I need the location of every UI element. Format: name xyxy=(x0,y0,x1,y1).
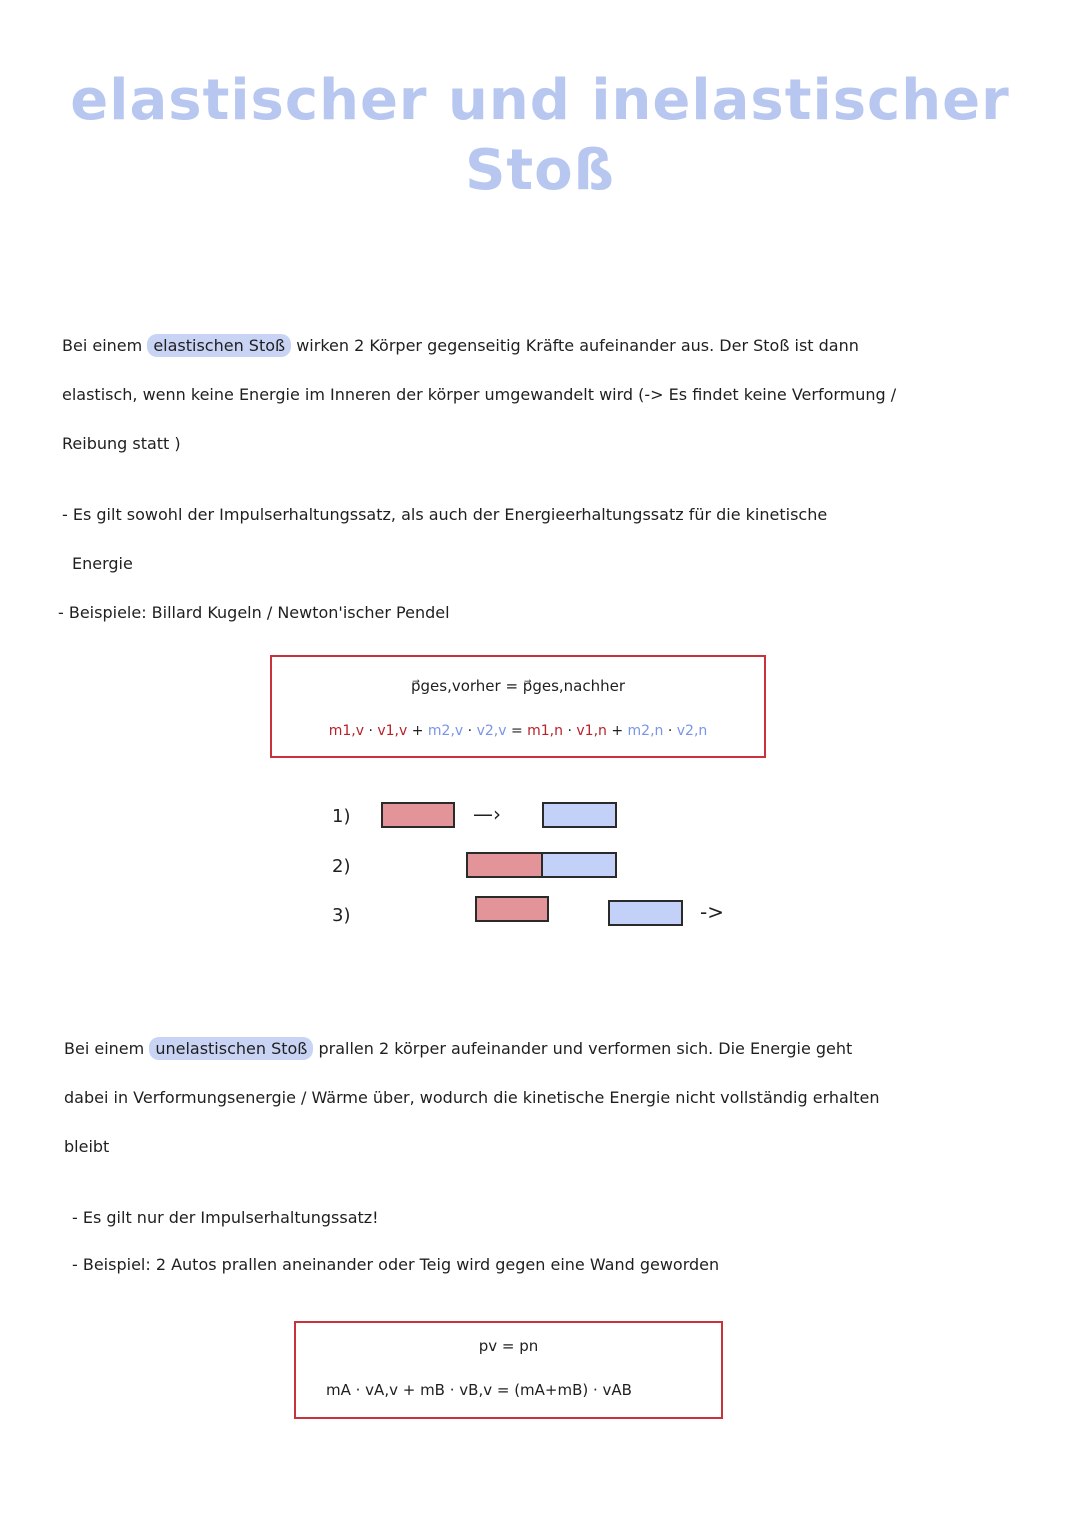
elastic-bullet2: - Beispiele: Billard Kugeln / Newton'ischer Pendel xyxy=(58,603,450,622)
step-label-3: 3) xyxy=(332,905,351,926)
elastic-paragraph-start: Bei einem xyxy=(62,336,143,355)
mass1-after: m1,n xyxy=(527,723,564,739)
plus: + xyxy=(611,723,624,739)
inelastic-paragraph-line1 xyxy=(64,1039,852,1058)
page-title-line2: Stoß xyxy=(465,138,615,203)
dot: · xyxy=(368,723,373,739)
inelastic-paragraph-line2: dabei in Verformungsenergie / Wärme über, wodurch die kinetische Energie nicht vollständig erhalten xyxy=(64,1088,880,1107)
mass1-before: m1,v xyxy=(328,723,364,739)
formula-box-elastic xyxy=(270,655,766,758)
step-label-1: 1) xyxy=(332,806,351,827)
velocity2-after: v2,n xyxy=(676,723,708,739)
inelastic-term-highlight: unelastischen Stoß xyxy=(149,1037,313,1060)
step-label-2: 2) xyxy=(332,856,351,877)
arrow-right-icon: -> xyxy=(700,900,724,924)
velocity1-before: v1,v xyxy=(377,723,408,739)
inelastic-paragraph-start: Bei einem xyxy=(64,1039,145,1058)
equals: = xyxy=(510,723,523,739)
elastic-paragraph-line1 xyxy=(62,336,859,355)
dot: · xyxy=(467,723,473,739)
elastic-bullet1-line2: Energie xyxy=(72,554,133,573)
elastic-term-highlight: elastischen Stoß xyxy=(147,334,291,357)
plus: + xyxy=(411,723,424,739)
velocity2-before: v2,v xyxy=(476,723,507,739)
inelastic-bullet1: - Es gilt nur der Impulserhaltungssatz! xyxy=(72,1208,379,1227)
velocity1-after: v1,n xyxy=(576,723,607,739)
inelastic-paragraph-rest: prallen 2 körper aufeinander und verformen sich. Die Energie geht xyxy=(318,1039,853,1058)
elastic-paragraph-rest: wirken 2 Körper gegenseitig Kräfte aufeinander aus. Der Stoß ist dann xyxy=(296,336,859,355)
page-title-line1: elastischer und inelastischer xyxy=(70,68,1010,133)
mass2-before: m2,v xyxy=(427,723,464,739)
dot: · xyxy=(567,723,572,739)
formula-inelastic-expanded: mA · vA,v + mB · vB,v = (mA+mB) · vAB xyxy=(326,1381,632,1399)
formula-momentum-conservation: p⃗ges,vorher = p⃗ges,nachher xyxy=(410,677,626,695)
dot: · xyxy=(667,723,673,739)
inelastic-paragraph-line3: bleibt xyxy=(64,1137,110,1156)
arrow-right-icon: —› xyxy=(473,802,501,826)
formula-box-inelastic xyxy=(294,1321,723,1419)
elastic-paragraph-line2: elastisch, wenn keine Energie im Inneren der körper umgewandelt wird (-> Es findet keine Verformung / xyxy=(62,385,897,404)
elastic-paragraph-line3: Reibung statt ) xyxy=(62,434,181,453)
inelastic-bullet2: - Beispiel: 2 Autos prallen aneinander oder Teig wird gegen eine Wand geworden xyxy=(72,1255,720,1274)
red-body-step1 xyxy=(381,802,455,828)
elastic-bullet1-line1: - Es gilt sowohl der Impulserhaltungssatz, als auch der Energieerhaltungssatz für die kinetische xyxy=(62,505,828,524)
red-body-step2 xyxy=(466,852,543,878)
mass2-after: m2,n xyxy=(627,723,664,739)
red-body-step3 xyxy=(475,896,549,922)
formula-elastic-expanded xyxy=(272,723,764,739)
blue-body-step2 xyxy=(541,852,617,878)
formula-momentum-equal: pv = pn xyxy=(478,1337,539,1355)
blue-body-step1 xyxy=(542,802,617,828)
blue-body-step3 xyxy=(608,900,683,926)
